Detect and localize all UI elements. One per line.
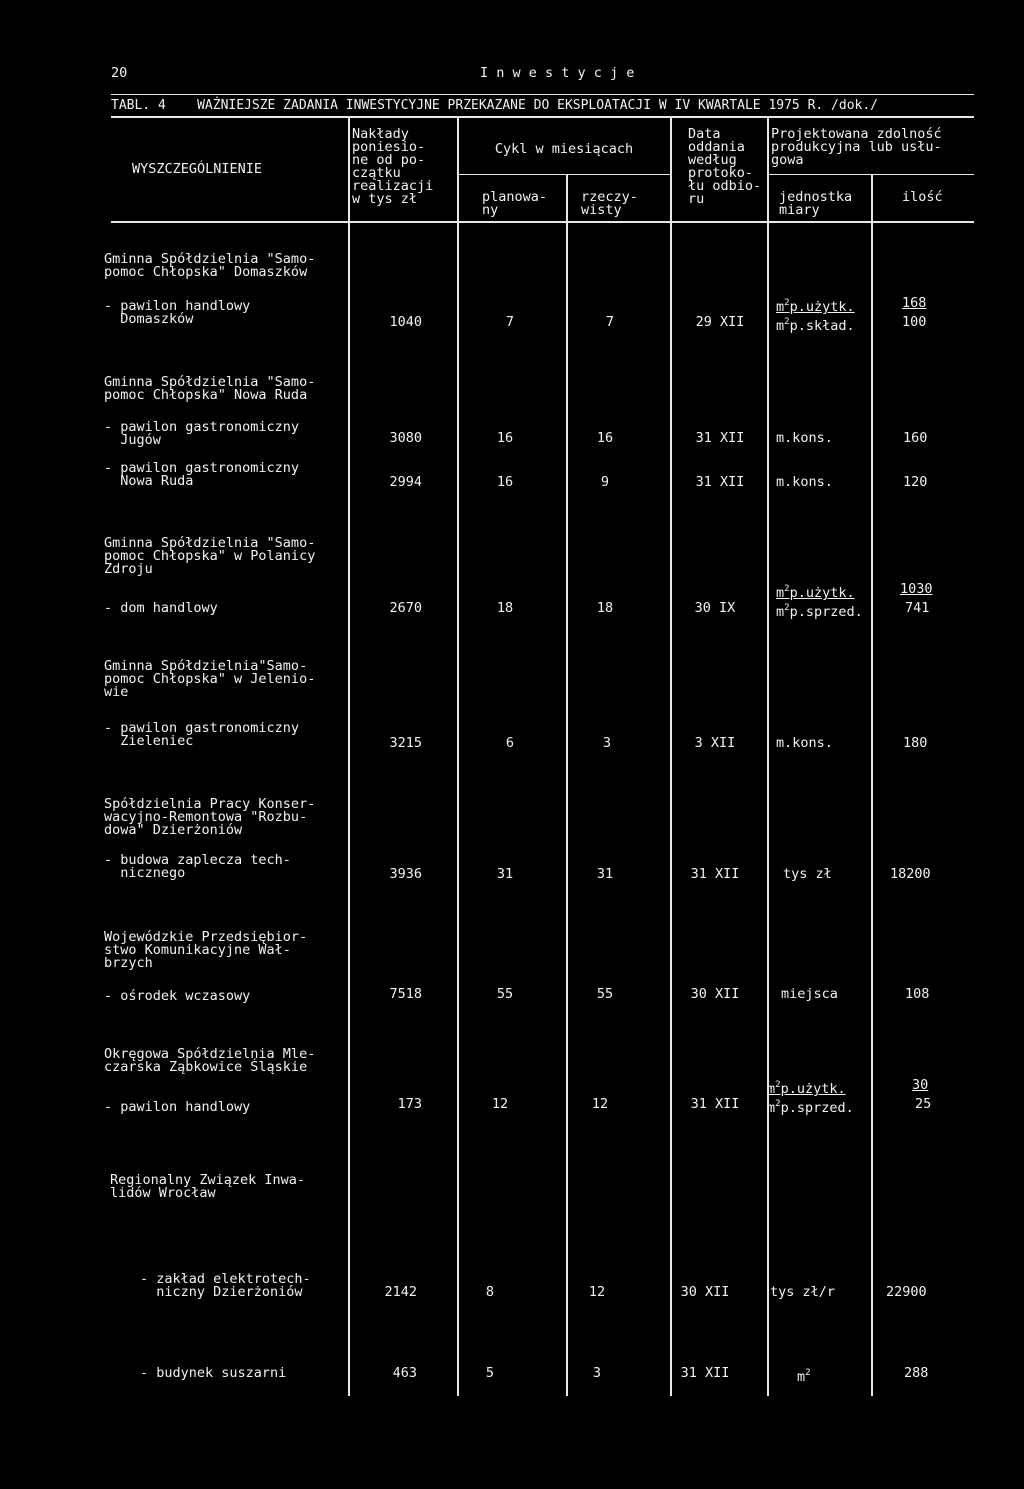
header-data: Data oddania według protoko- łu odbio- ru — [688, 126, 762, 207]
table-caption: TABL. 4 WAŻNIEJSZE ZADANIA INWESTYCYJNE PRZEKAZANE DO EKSPLOATACJI W IV KWARTALE 1975 R. /dok./ — [111, 98, 879, 113]
unit-base: m — [797, 1369, 806, 1385]
row-rzecz: 3 — [602, 735, 612, 751]
row-plan: 18 — [496, 600, 514, 616]
row-unit — [797, 1367, 811, 1384]
vline-5 — [767, 118, 769, 1396]
row-naklady: 173 — [397, 1096, 422, 1112]
unit-sup: 2 — [784, 298, 790, 308]
unit-base: m — [776, 604, 785, 620]
group-name: Regionalny Związek Inwa- lidów Wrocław — [110, 1172, 306, 1201]
header-ilosc: ilość — [902, 189, 943, 205]
header-naklady: Nakłady poniesio- ne od po- czątku realizacji w tys zł — [352, 126, 434, 207]
rule-top — [111, 94, 974, 95]
row-naklady: 3080 — [389, 430, 422, 446]
row-value: 160 — [903, 430, 928, 446]
row-naklady: 7518 — [389, 986, 422, 1002]
row-data: 31 XII — [690, 866, 740, 882]
unit-rest: p.użytk. — [780, 1081, 846, 1097]
row-data: 30 IX — [694, 600, 736, 616]
row-data: 31 XII — [680, 1365, 730, 1381]
row-value: 30 — [912, 1077, 929, 1093]
row-plan: 6 — [505, 735, 515, 751]
group-name: Spółdzielnia Pracy Konser- wacyjno-Remontowa "Rozbu- dowa" Dzierżoniów — [104, 796, 316, 838]
row-unit — [776, 316, 855, 333]
unit-base: m — [767, 1081, 776, 1097]
group-name: Gminna Spółdzielnia "Samo- pomoc Chłopska" Domaszków — [104, 251, 316, 280]
row-data: 31 XII — [690, 1096, 740, 1112]
row-value: 741 — [905, 600, 930, 616]
group-name: Okręgowa Spółdzielnia Mle- czarska Ząbkowice Śląskie — [104, 1046, 316, 1075]
row-plan: 31 — [496, 866, 514, 882]
row-plan: 12 — [491, 1096, 509, 1112]
row-naklady: 2994 — [389, 474, 422, 490]
unit-sup: 2 — [784, 584, 790, 594]
row-naklady: 3936 — [389, 866, 422, 882]
row-name: - pawilon handlowy Domaszków — [104, 298, 251, 327]
row-plan: 16 — [496, 474, 514, 490]
section-title: I n w e s t y c j e — [480, 65, 635, 81]
row-unit — [781, 988, 838, 1001]
row-value: 168 — [902, 295, 927, 311]
unit-rest: p.użytk. — [789, 585, 855, 601]
row-rzecz: 12 — [591, 1096, 609, 1112]
unit-sup: 2 — [775, 1080, 781, 1090]
row-value: 1030 — [900, 581, 933, 597]
header-rzeczywisty: rzeczy- wisty — [581, 189, 638, 218]
header-wyszczegolnienie: WYSZCZEGÓLNIENIE — [132, 161, 263, 177]
row-plan: 5 — [485, 1365, 495, 1381]
row-naklady: 2142 — [384, 1284, 417, 1300]
vline-2 — [457, 118, 459, 1396]
row-unit — [776, 476, 833, 489]
row-name: - pawilon gastronomiczny Jugów — [104, 419, 300, 448]
rule-header-bottom — [111, 221, 974, 223]
unit-base: m.kons. — [776, 430, 833, 446]
row-naklady: 2670 — [389, 600, 422, 616]
vline-1 — [348, 118, 350, 1396]
row-name: - dom handlowy — [104, 600, 218, 616]
unit-base: m.kons. — [776, 735, 833, 751]
unit-base: miejsca — [781, 986, 838, 1002]
row-plan: 16 — [496, 430, 514, 446]
row-data: 31 XII — [695, 474, 745, 490]
unit-base: m.kons. — [776, 474, 833, 490]
unit-base: tys zł/r — [770, 1284, 836, 1300]
vline-4 — [670, 118, 672, 1396]
unit-base: m — [776, 318, 785, 334]
unit-rest: p.skład. — [789, 318, 855, 334]
row-unit — [776, 297, 855, 314]
row-plan: 8 — [485, 1284, 495, 1300]
row-plan: 7 — [505, 314, 515, 330]
row-name: - zakład elektrotech- niczny Dzierżoniów — [140, 1271, 311, 1300]
row-name: - ośrodek wczasowy — [104, 988, 251, 1004]
header-zdolnosc: Projektowana zdolność produkcyjna lub usłu- gowa — [771, 126, 942, 168]
row-unit — [783, 868, 832, 881]
row-unit — [776, 432, 833, 445]
row-rzecz: 9 — [600, 474, 610, 490]
header-jednostka: jednostka miary — [779, 189, 853, 218]
row-name: - budowa zaplecza tech- nicznego — [104, 852, 291, 881]
row-value: 288 — [904, 1365, 929, 1381]
row-value: 108 — [905, 986, 930, 1002]
unit-base: tys zł — [783, 866, 832, 882]
row-rzecz: 16 — [596, 430, 614, 446]
row-data: 3 XII — [694, 735, 736, 751]
row-naklady: 1040 — [389, 314, 422, 330]
vline-6 — [871, 174, 873, 1396]
row-unit — [767, 1098, 854, 1115]
row-name: - pawilon gastronomiczny Nowa Ruda — [104, 460, 300, 489]
header-cykl: Cykl w miesiącach — [494, 141, 634, 157]
row-value: 100 — [902, 314, 927, 330]
row-value: 180 — [903, 735, 928, 751]
row-data: 30 XII — [690, 986, 740, 1002]
unit-sup: 2 — [775, 1099, 781, 1109]
row-rzecz: 12 — [588, 1284, 606, 1300]
row-rzecz: 7 — [605, 314, 615, 330]
row-name: - budynek suszarni — [140, 1365, 287, 1381]
unit-rest: p.sprzed. — [789, 604, 863, 620]
page-number: 20 — [111, 65, 128, 81]
row-rzecz: 3 — [592, 1365, 602, 1381]
row-value: 25 — [915, 1096, 932, 1112]
unit-base: m — [767, 1100, 776, 1116]
group-name: Gminna Spółdzielnia "Samo- pomoc Chłopska" w Polanicy Zdroju — [104, 535, 316, 577]
vline-3 — [566, 174, 568, 1396]
row-unit — [767, 1079, 846, 1096]
row-value: 22900 — [886, 1284, 927, 1300]
rule-cycle — [457, 174, 670, 175]
row-value: 18200 — [890, 866, 931, 882]
row-rzecz: 31 — [596, 866, 614, 882]
row-unit — [770, 1286, 835, 1299]
group-name: Wojewódzkie Przedsiębior- stwo Komunikacyjne Wał- brzych — [104, 929, 308, 971]
row-value: 120 — [903, 474, 928, 490]
unit-rest: p.użytk. — [789, 299, 855, 315]
row-data: 31 XII — [695, 430, 745, 446]
header-planowany: planowa- ny — [482, 189, 548, 218]
row-data: 30 XII — [680, 1284, 730, 1300]
group-name: Gminna Spółdzielnia"Samo- pomoc Chłopska" w Jelenio- wie — [104, 658, 316, 700]
rule-caption — [111, 116, 974, 118]
unit-base: m — [776, 585, 785, 601]
row-naklady: 463 — [392, 1365, 417, 1381]
row-plan: 55 — [496, 986, 514, 1002]
row-data: 29 XII — [695, 314, 745, 330]
unit-base: m — [776, 299, 785, 315]
group-name: Gminna Spółdzielnia "Samo- pomoc Chłopska" Nowa Ruda — [104, 374, 316, 403]
row-name: - pawilon handlowy — [104, 1099, 251, 1115]
row-rzecz: 55 — [596, 986, 614, 1002]
unit-sup: 2 — [784, 603, 790, 613]
row-name: - pawilon gastronomiczny Zieleniec — [104, 720, 300, 749]
unit-sup: 2 — [805, 1368, 811, 1378]
row-unit — [776, 737, 833, 750]
unit-rest: p.sprzed. — [780, 1100, 854, 1116]
row-unit — [776, 602, 863, 619]
row-unit — [776, 583, 855, 600]
unit-sup: 2 — [784, 317, 790, 327]
row-naklady: 3215 — [389, 735, 422, 751]
row-rzecz: 18 — [596, 600, 614, 616]
